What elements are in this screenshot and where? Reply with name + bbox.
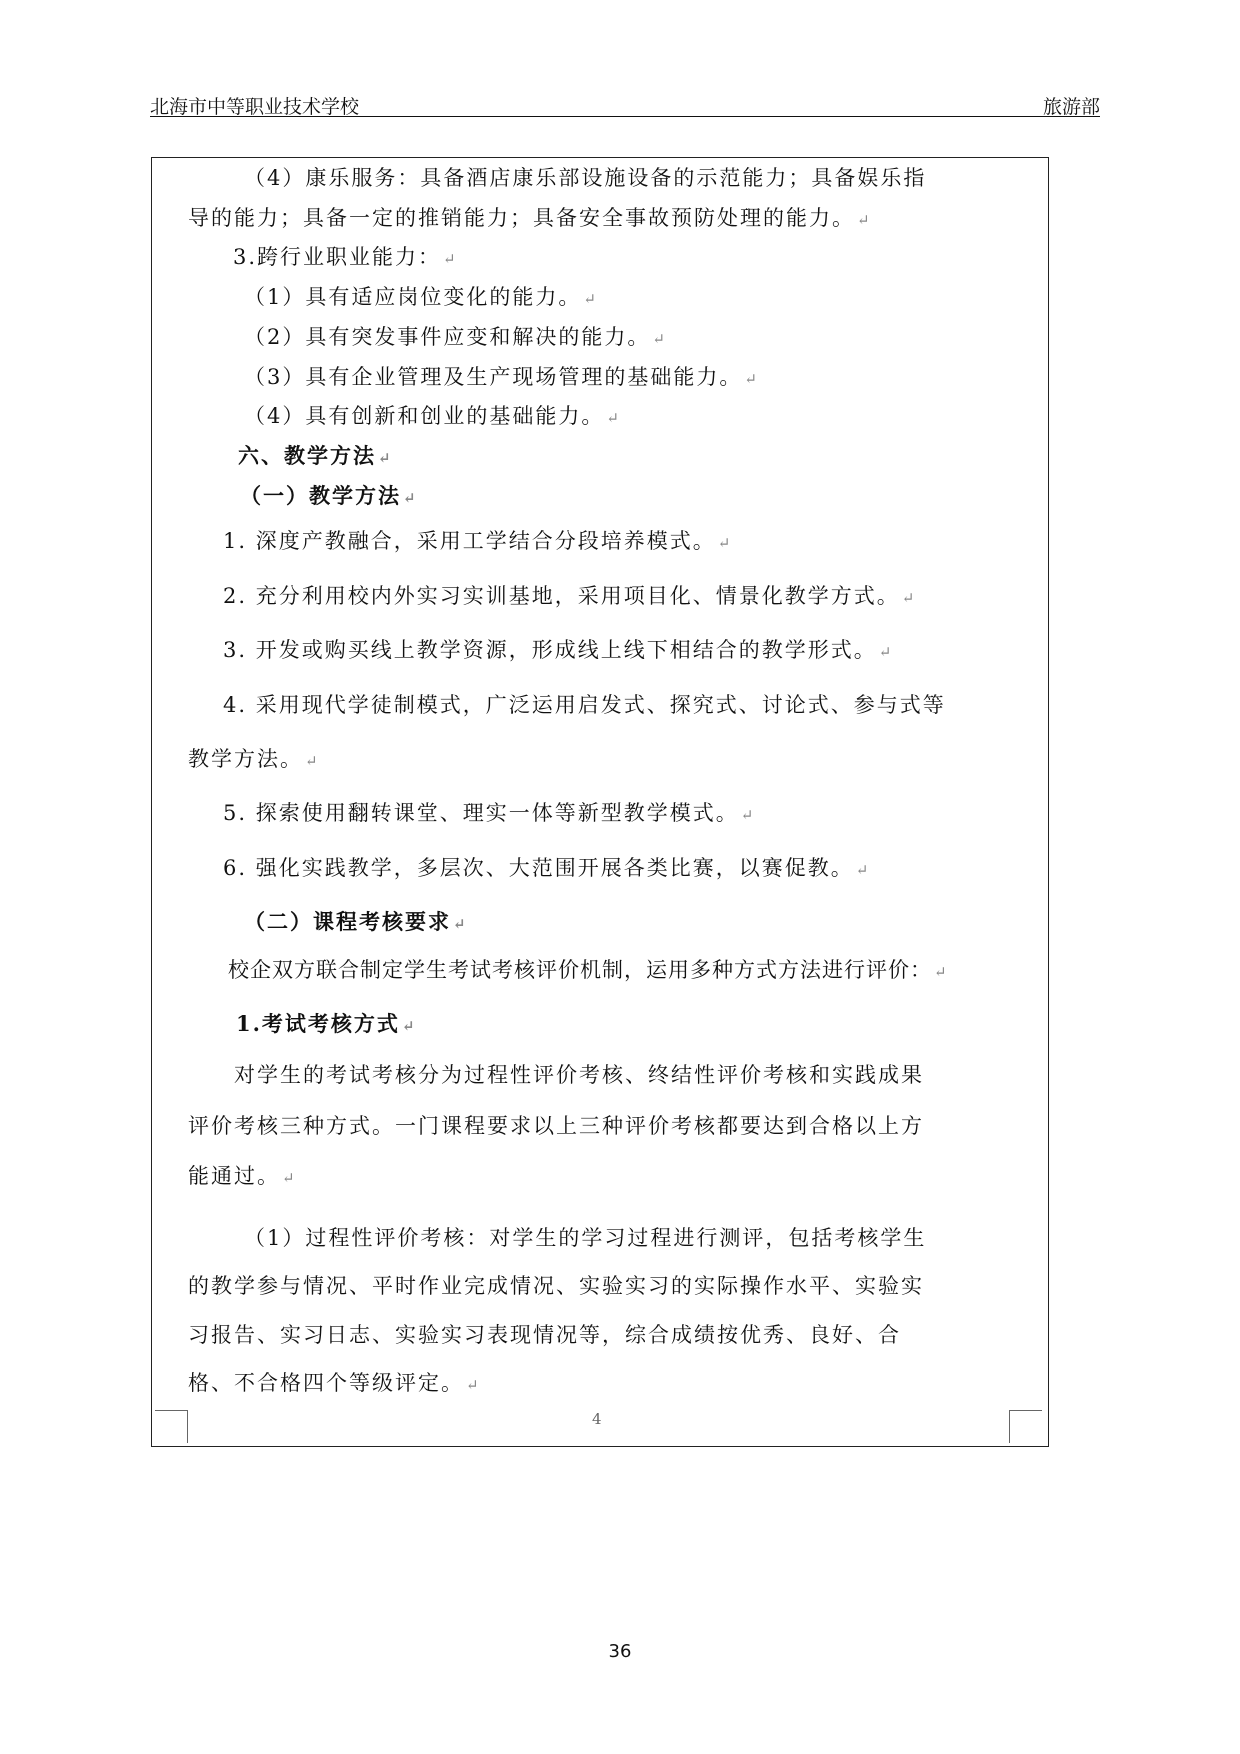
text-line: 的教学参与情况、平时作业完成情况、实验实习的实际操作水平、实验实 [188,1274,924,1298]
list-item: 4. 采用现代学徒制模式，广泛运用启发式、探究式、讨论式、参与式等 [223,693,946,717]
text-line: 能通过。 ↵ [188,1164,295,1188]
list-item: 1. 深度产教融合，采用工学结合分段培养模式。 ↵ [223,529,731,553]
text-line: 导的能力；具备一定的推销能力；具备安全事故预防处理的能力。 ↵ [188,206,870,230]
text-line: 教学方法。 ↵ [188,747,318,771]
school-name: 北海市中等职业技术学校 [150,96,360,118]
text-line: 习报告、实习日志、实验实习表现情况等，综合成绩按优秀、良好、合 [188,1323,901,1347]
subsection-heading: （一）教学方法 ↵ [240,483,416,508]
inner-page-number: 4 [592,1410,602,1428]
header-rule [150,116,1100,117]
crop-mark-left [155,1410,188,1443]
subsection-heading: 1.考试考核方式 ↵ [236,1011,415,1036]
text-line: （1）过程性评价考核：对学生的学习过程进行测评，包括考核学生 [244,1226,927,1250]
list-item: 6. 强化实践教学，多层次、大范围开展各类比赛，以赛促教。 ↵ [223,856,869,880]
text-line: （4）具有创新和创业的基础能力。 ↵ [244,404,619,428]
section-heading: 六、教学方法 ↵ [238,443,391,468]
list-item: 2. 充分利用校内外实习实训基地，采用项目化、情景化教学方式。 ↵ [223,584,915,608]
text-line: （2）具有突发事件应变和解决的能力。 ↵ [244,325,665,349]
list-item: 3. 开发或购买线上教学资源，形成线上线下相结合的教学形式。 ↵ [223,638,892,662]
page-number: 36 [608,1641,632,1662]
crop-mark-right [1009,1410,1042,1443]
text-line: （4）康乐服务：具备酒店康乐部设施设备的示范能力；具备娱乐指 [244,166,927,190]
text-line: 3.跨行业职业能力： ↵ [233,245,456,269]
subsection-heading: （二）课程考核要求 ↵ [244,909,466,934]
page-header [150,92,1100,116]
text-line: 评价考核三种方式。一门课程要求以上三种评价考核都要达到合格以上方 [188,1114,924,1138]
text-line: 格、不合格四个等级评定。 ↵ [188,1371,479,1395]
text-line: 校企双方联合制定学生考试考核评价机制，运用多种方式方法进行评价： ↵ [228,958,947,982]
text-line: （3）具有企业管理及生产现场管理的基础能力。 ↵ [244,365,757,389]
list-item: 5. 探索使用翻转课堂、理实一体等新型教学模式。 ↵ [223,801,754,825]
text-line: 对学生的考试考核分为过程性评价考核、终结性评价考核和实践成果 [234,1063,924,1087]
text-line: （1）具有适应岗位变化的能力。 ↵ [244,285,596,309]
department-name: 旅游部 [1042,96,1100,118]
